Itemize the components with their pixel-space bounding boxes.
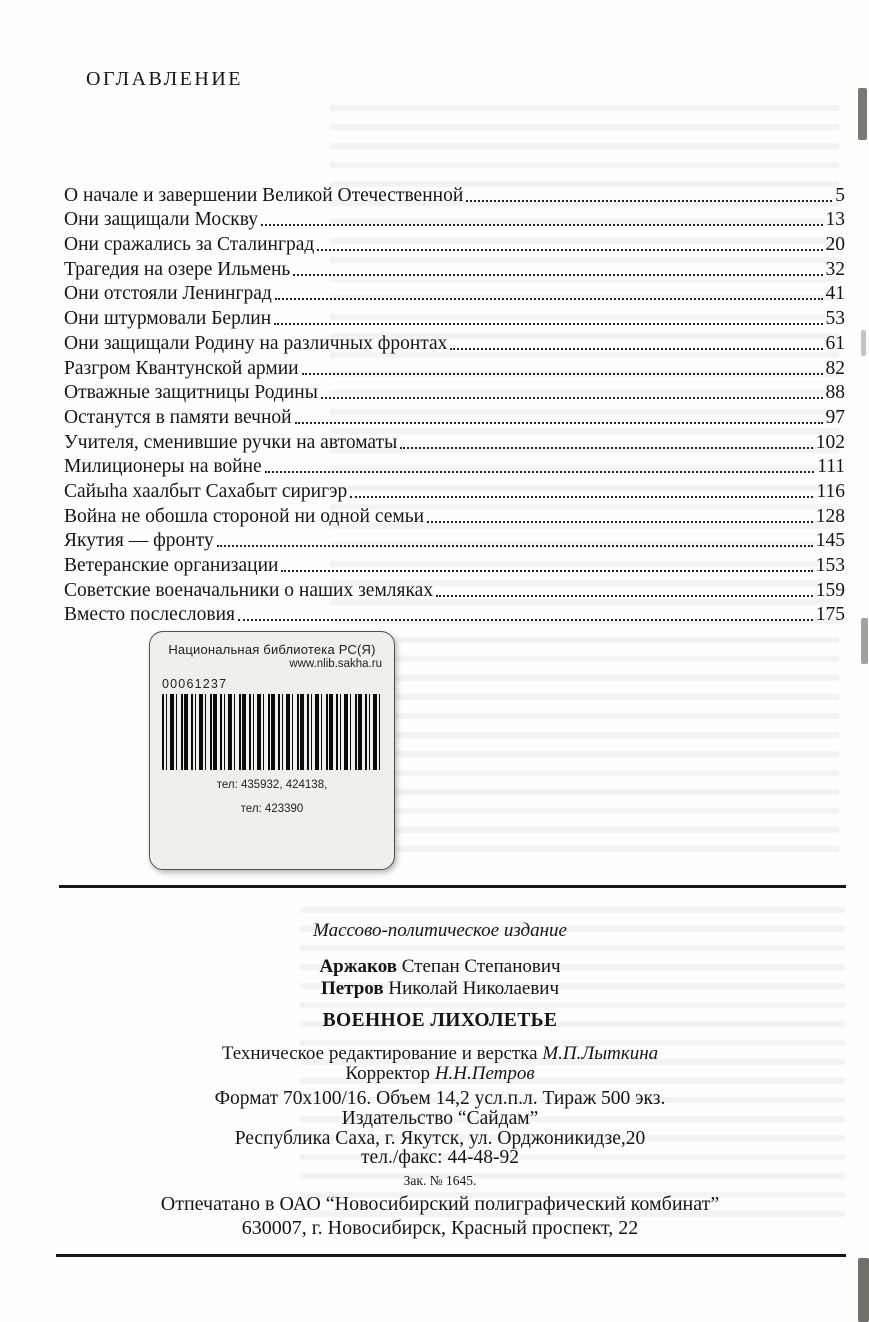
address-line: Республика Саха, г. Якутск, ул. Орджоникидзе,20 <box>234 1127 646 1149</box>
toc-dot-leader <box>274 323 822 325</box>
toc-dot-leader <box>238 619 813 621</box>
editor-name: М.П.Лыткина <box>542 1043 659 1064</box>
phone-fax-line: тел./факс: 44-48-92 <box>361 1147 519 1169</box>
toc-entry <box>64 478 845 503</box>
horizontal-rule-bottom <box>56 1254 846 1257</box>
toc-dot-leader <box>281 570 812 572</box>
toc-entry-page: 82 <box>825 357 845 379</box>
toc-entry-title: Они отстояли Ленинград <box>64 283 272 305</box>
toc-entry-page: 145 <box>815 530 845 552</box>
toc-entry-page: 53 <box>825 308 845 330</box>
toc-dot-leader <box>466 200 832 202</box>
toc-entry <box>64 429 845 454</box>
toc-entry-page: 102 <box>815 431 845 453</box>
toc-entry <box>64 281 845 306</box>
toc-entry-page: 20 <box>825 234 845 256</box>
author-line <box>40 978 840 1000</box>
inventory-number: 00061237 <box>162 677 228 691</box>
toc-entry-page: 153 <box>815 555 845 576</box>
toc-entry-title: Разгром Квантунской армии <box>64 357 299 379</box>
author-given-names: Степан Степанович <box>397 956 561 977</box>
library-name: Национальная библиотека РС(Я) <box>168 642 376 657</box>
scan-edge-artifact <box>858 88 867 140</box>
library-phone-line2: тел: 423390 <box>240 803 304 815</box>
toc-entry-title: Отважные защитницы Родины <box>64 382 318 404</box>
print-info-block <box>40 1089 840 1168</box>
scan-edge-artifact <box>861 330 866 356</box>
editing-credit <box>40 1044 840 1064</box>
toc-entry-title: Советские военачальники о наших земляках <box>64 579 434 601</box>
format-line: Формат 70x100/16. Объем 14,2 усл.п.л. Тираж 500 экз. <box>214 1088 666 1109</box>
toc-entry <box>64 577 845 602</box>
toc-entry-title: Ветеранские организации <box>64 555 279 576</box>
author-given-names: Николай Николаевич <box>383 978 560 999</box>
toc-entry-title: Они штурмовали Берлин <box>64 308 272 330</box>
toc-entry <box>64 256 845 281</box>
toc-dot-leader <box>302 373 823 375</box>
toc-dot-leader <box>350 496 813 498</box>
edition-type: Массово-политическое издание <box>313 920 567 941</box>
toc-entry-page: 88 <box>825 382 845 404</box>
toc-entry-page: 61 <box>825 332 845 354</box>
library-website: www.nlib.sakha.ru <box>289 658 382 670</box>
toc-dot-leader <box>295 422 823 424</box>
toc-entry-page: 41 <box>825 283 845 305</box>
toc-entry-page: 111 <box>817 456 845 478</box>
toc-dot-leader <box>427 521 813 523</box>
library-barcode-sticker <box>149 631 395 870</box>
toc-entry-title: Они защищали Москву <box>64 209 259 231</box>
toc-entry-title: Милиционеры на войне <box>64 456 262 478</box>
corrector-name: Н.Н.Петров <box>434 1063 535 1084</box>
toc-entry-title: Сайыһа хаалбыт Сахабыт сиригэр <box>64 480 348 502</box>
toc-entry-page: 128 <box>815 505 845 527</box>
toc-entry-title: О начале и завершении Великой Отечественной <box>64 184 464 206</box>
toc-dot-leader <box>217 545 813 547</box>
toc-entry <box>64 602 845 627</box>
toc-entry <box>64 231 845 256</box>
toc-dot-leader <box>275 298 823 300</box>
toc-entry-page: 159 <box>815 579 845 601</box>
printer-address-line: 630007, г. Новосибирск, Красный проспект, 22 <box>241 1216 639 1239</box>
corrector-label: Корректор <box>345 1063 435 1084</box>
toc-entry <box>64 355 845 380</box>
table-of-contents <box>64 182 845 626</box>
toc-entry <box>64 404 845 429</box>
scan-edge-artifact <box>858 1258 869 1322</box>
horizontal-rule-top <box>59 885 846 888</box>
page-title: ОГЛАВЛЕНИЕ <box>86 68 243 90</box>
barcode-image <box>162 694 382 770</box>
toc-entry <box>64 380 845 405</box>
toc-entry <box>64 503 845 528</box>
toc-entry <box>64 182 845 207</box>
toc-entry-page: 97 <box>825 406 845 428</box>
toc-entry <box>64 552 845 577</box>
toc-dot-leader <box>321 397 823 399</box>
toc-entry-title: Они сражались за Сталинград <box>64 234 315 256</box>
toc-entry-page: 32 <box>825 258 845 280</box>
toc-entry-page: 116 <box>816 480 845 502</box>
toc-dot-leader <box>293 274 822 276</box>
toc-entry <box>64 207 845 232</box>
toc-entry <box>64 330 845 355</box>
toc-entry-title: Учителя, сменившие ручки на автоматы <box>64 431 398 453</box>
order-number: Зак. № 1645. <box>403 1173 477 1188</box>
library-phone-line1: тел: 435932, 424138, <box>216 779 328 791</box>
toc-entry-page: 175 <box>815 604 845 626</box>
toc-dot-leader <box>261 224 822 226</box>
printer-block <box>40 1193 840 1240</box>
toc-entry <box>64 528 845 553</box>
corrector-credit <box>40 1064 840 1084</box>
toc-entry-title: Война не обошла стороной ни одной семьи <box>64 505 425 527</box>
author-surname: Петров <box>320 978 384 999</box>
toc-entry-title: Якутия — фронту <box>64 530 214 552</box>
toc-entry-title: Вместо послесловия <box>64 604 235 626</box>
toc-entry-page: 13 <box>825 209 845 231</box>
toc-entry <box>64 454 845 479</box>
author-line <box>40 956 840 978</box>
toc-dot-leader <box>265 471 814 473</box>
toc-entry-title: Они защищали Родину на различных фронтах <box>64 332 448 354</box>
toc-entry-title: Трагедия на озере Ильмень <box>64 258 291 280</box>
publisher-line: Издательство “Сайдам” <box>341 1107 539 1129</box>
authors-block <box>40 956 840 1000</box>
toc-dot-leader <box>400 447 813 449</box>
toc-dot-leader <box>317 249 822 251</box>
toc-entry-title: Останутся в памяти вечной <box>64 406 292 428</box>
book-title: ВОЕННОЕ ЛИХОЛЕТЬЕ <box>322 1010 558 1031</box>
scan-edge-artifact <box>861 618 868 664</box>
editing-label: Техническое редактирование и верстка <box>221 1043 543 1064</box>
toc-dot-leader <box>436 595 813 597</box>
toc-dot-leader <box>450 348 822 350</box>
toc-entry-page: 5 <box>835 184 845 206</box>
toc-entry <box>64 305 845 330</box>
author-surname: Аржаков <box>319 956 397 977</box>
credits-block <box>40 1044 840 1084</box>
printer-name-line: Отпечатано в ОАО “Новосибирский полиграфический комбинат” <box>160 1193 720 1215</box>
